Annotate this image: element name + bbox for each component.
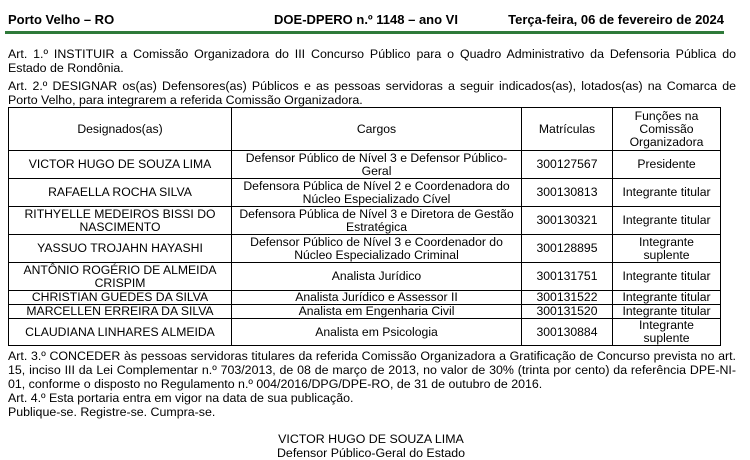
cell-name: CHRISTIAN GUEDES DA SILVA [9,291,232,305]
cell-registration: 300130884 [522,319,613,346]
cell-role: Integrante suplente [613,319,721,346]
cell-position: Defensora Pública de Nível 2 e Coordenadora do Núcleo Especializado Cível [232,179,522,207]
cell-name: RITHYELLE MEDEIROS BISSI DO NASCIMENTO [9,207,232,235]
cell-position: Defensor Público de Nível 3 e Defensor Público-Geral [232,151,522,179]
cell-role: Integrante titular [613,207,721,235]
table-row [9,263,721,291]
cell-name: MARCELLEN ERREIRA DA SILVA [9,305,232,319]
article-4: Art. 4.º Esta portaria entra em vigor na data de sua publicação. [8,391,354,405]
cell-registration: 300131520 [522,305,613,319]
table-row [9,291,721,305]
cell-name: CLAUDIANA LINHARES ALMEIDA [9,319,232,346]
article-3: Art. 3.º CONCEDER às pessoas servidoras titulares da referida Comissão Organizadora a Gratificação de Concurso prevista no art. 15, inciso III da Lei Complementar n.º 703/2013, de 08 de março de 2013, no valor de 30% (trinta por cento) da referência DPE-NI-01, conforme o disposto no Regulamento n.º 004/2016/DPG/DPE-RO, de 31 de outubro de 2016. [8,349,736,391]
cell-registration: 300130321 [522,207,613,235]
header-date: Terça-feira, 06 de fevereiro de 2024 [508,12,724,27]
col-header-matriculas: Matrículas [522,108,613,151]
header-rule [5,31,724,34]
cell-name: YASSUO TROJAHN HAYASHI [9,235,232,263]
cell-role: Integrante titular [613,179,721,207]
cell-role: Integrante titular [613,305,721,319]
article-2: Art. 2.º DESIGNAR os(as) Defensores(as) Públicos e as pessoas servidoras a seguir indicados(as), lotados(as) na Comarca de Porto Velho, para integrarem a referida Comissão Organizadora. [8,79,736,107]
header-location: Porto Velho – RO [8,12,115,27]
cell-role: Presidente [613,151,721,179]
commission-table [8,107,721,346]
table-row [9,235,721,263]
signatory-title: Defensor Público-Geral do Estado [276,446,466,460]
cell-registration: 300131522 [522,291,613,305]
cell-position: Analista em Psicologia [232,319,522,346]
table-row [9,319,721,346]
cell-role: Integrante titular [613,263,721,291]
cell-role: Integrante suplente [613,235,721,263]
table-row [9,305,721,319]
col-header-cargos: Cargos [232,108,522,151]
cell-name: VICTOR HUGO DE SOUZA LIMA [9,151,232,179]
cell-registration: 300130813 [522,179,613,207]
cell-name: RAFAELLA ROCHA SILVA [9,179,232,207]
cell-position: Defensora Pública de Nível 3 e Diretora de Gestão Estratégica [232,207,522,235]
table-row [9,207,721,235]
table-header-row [9,108,721,151]
col-header-funcoes: Funções na Comissão Organizadora [613,108,721,151]
cell-registration: 300131751 [522,263,613,291]
cell-registration: 300127567 [522,151,613,179]
table-row [9,151,721,179]
table-row [9,179,721,207]
signatory-name: VICTOR HUGO DE SOUZA LIMA [278,432,464,446]
header-edition: DOE-DPERO n.º 1148 – ano VI [274,12,458,27]
col-header-designados: Designados(as) [9,108,232,151]
article-1: Art. 1.º INSTITUIR a Comissão Organizadora do III Concurso Público para o Quadro Administrativo da Defensoria Pública do Estado de Rondônia. [8,47,736,75]
cell-registration: 300128895 [522,235,613,263]
closing-formula: Publique-se. Registre-se. Cumpra-se. [8,405,216,419]
cell-position: Analista em Engenharia Civil [232,305,522,319]
cell-position: Analista Jurídico e Assessor II [232,291,522,305]
page-header [8,12,724,28]
cell-position: Defensor Público de Nível 3 e Coordenador do Núcleo Especializado Criminal [232,235,522,263]
cell-role: Integrante titular [613,291,721,305]
cell-position: Analista Jurídico [232,263,522,291]
cell-name: ANTÔNIO ROGÉRIO DE ALMEIDA CRISPIM [9,263,232,291]
